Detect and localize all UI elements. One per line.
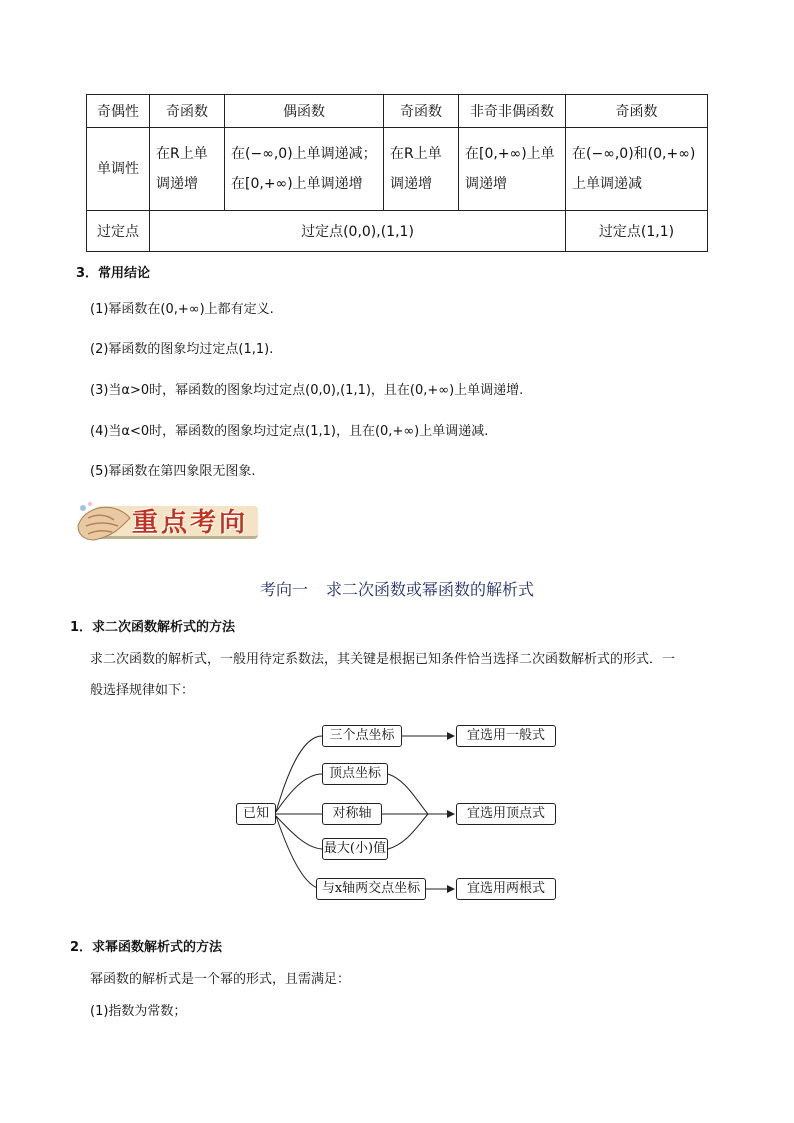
table-cell: 奇偶性 [87, 95, 150, 128]
table-cell: 过定点(1,1) [566, 211, 708, 252]
cell-line: 调递增 [465, 176, 507, 192]
result-node: 宜选用两根式 [456, 878, 556, 900]
section-title: 1．求二次函数解析式的方法 [70, 620, 236, 635]
conclusion-item: (2)幂函数的图象均过定点(1,1). [90, 342, 274, 357]
table-cell [459, 128, 566, 211]
paragraph: 般选择规律如下： [90, 683, 195, 698]
direction-title [0, 577, 794, 600]
conclusion-item: (5)幂函数在第四象限无图象. [90, 464, 256, 479]
result-node: 宜选用一般式 [456, 725, 556, 747]
banner-title: 重点考向 [132, 508, 249, 538]
cell-line: 调递增 [156, 176, 198, 192]
cell-line: 调递增 [390, 176, 432, 192]
table-cell: 奇函数 [150, 95, 225, 128]
result-node: 宜选用顶点式 [456, 803, 556, 825]
table-cell [225, 128, 384, 211]
key-direction-banner [74, 496, 260, 546]
table-row [87, 128, 708, 211]
paragraph: 求二次函数的解析式，一般用待定系数法，其关键是根据已知条件恰当选择二次函数解析式的形式．一 [90, 652, 676, 667]
cell-line: 在[0,+∞)上单调递增 [231, 176, 363, 192]
root-node: 已知 [236, 803, 276, 825]
cell-line: 在(−∞,0)上单调递减； [231, 146, 377, 162]
conclusion-item: (3)当α>0时，幂函数的图象均过定点(0,0),(1,1)，且在(0,+∞)上单调递增. [90, 383, 524, 398]
table-cell: 奇函数 [566, 95, 708, 128]
section-title: 3．常用结论 [76, 266, 151, 281]
table-cell: 过定点 [87, 211, 150, 252]
conclusion-item: (1)幂函数在(0,+∞)上都有定义. [90, 302, 274, 317]
table-row [87, 211, 708, 252]
cell-line: 在(−∞,0)和(0,+∞) [572, 146, 696, 162]
conclusion-item: (4)当α<0时，幂函数的图象均过定点(1,1)，且在(0,+∞)上单调递减. [90, 424, 489, 439]
condition-node: 与x轴两交点坐标 [316, 878, 426, 900]
table-cell: 单调性 [87, 128, 150, 211]
section-title: 2．求幂函数解析式的方法 [70, 940, 223, 955]
cell-line: 在[0,+∞)上单 [465, 146, 555, 162]
conch-shell-icon [74, 496, 134, 546]
condition-node: 最大(小)值 [322, 838, 388, 860]
table-cell [150, 128, 225, 211]
table-cell: 过定点(0,0),(1,1) [150, 211, 566, 252]
cell-line: 在R上单 [390, 146, 442, 162]
direction-text: 求二次函数或幂函数的解析式 [326, 580, 535, 599]
cell-line: 上单调递减 [572, 176, 642, 192]
selection-flow-diagram [236, 720, 566, 906]
condition-node: 对称轴 [322, 803, 382, 825]
table-cell [384, 128, 459, 211]
table-cell [566, 128, 708, 211]
cell-line: 在R上单 [156, 146, 208, 162]
direction-label: 考向一 [259, 580, 308, 599]
paragraph: (1)指数为常数； [90, 1004, 187, 1019]
paragraph: 幂函数的解析式是一个幂的形式，且需满足： [90, 972, 351, 987]
table-cell: 偶函数 [225, 95, 384, 128]
table-row [87, 95, 708, 128]
table-cell: 非奇非偶函数 [459, 95, 566, 128]
table-cell: 奇函数 [384, 95, 459, 128]
power-function-properties-table [86, 94, 708, 252]
condition-node: 三个点坐标 [322, 725, 402, 747]
condition-node: 顶点坐标 [322, 763, 388, 785]
